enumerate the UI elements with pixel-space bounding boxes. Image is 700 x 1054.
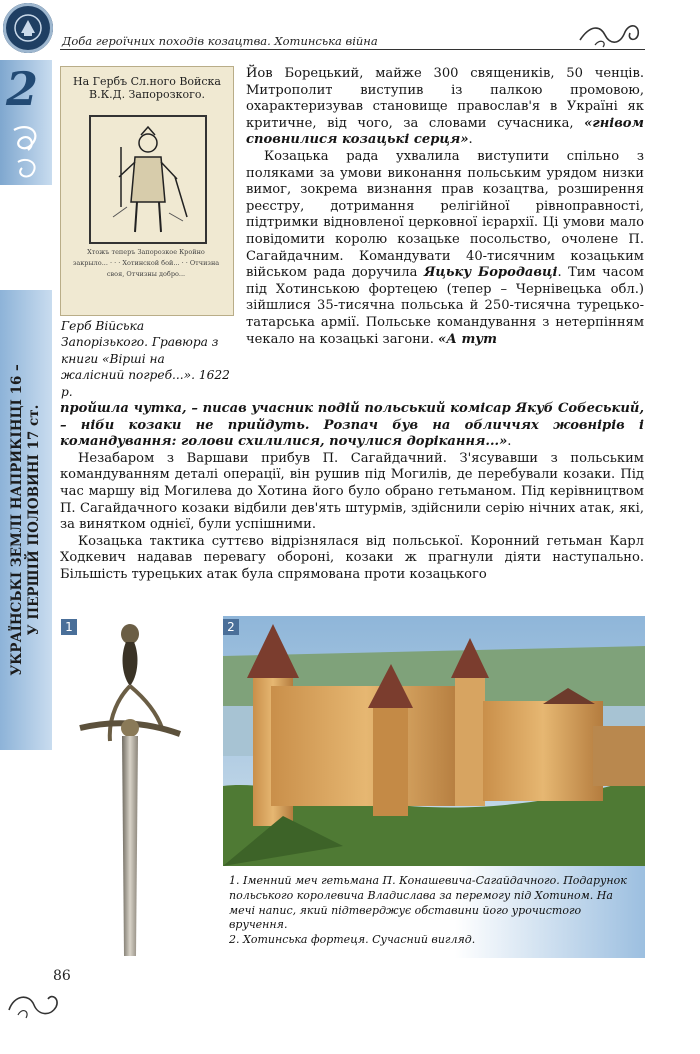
coat-of-arms-gravure xyxy=(60,66,234,316)
paragraph: Козацька тактика суттєво відрізнялася від польської. Коронний гетьман Карл Ходкевич надавав перевагу обороні, козаки ж прагнули діяти наступально. Більшість турецьких атак була спрямована проти козацького xyxy=(60,533,644,582)
emphasis-quote: «А тут xyxy=(438,331,497,347)
text-run: Йов Борецький, майже 300 священиків, 50 ченців. Митрополит виступив із палкою промовою, охарактеризував становище православ'я в Україні як критичне, від чого, за словами сучасника, xyxy=(246,66,644,131)
text-run: Козацька рада ухвалила виступити спільно з поляками за умови виконання польським урядом низки вимог, зокрема визнання прав козацтва, розширення реєстру, дотримання релігійної рівноправності, підтримки відновленої церковної ієрархії. Ці умови мало повідомити королю козацьке посольство, очолене П. Сагайдачним. Командувати 40-тисячним козацьким військом рада доручила xyxy=(246,148,644,281)
emblem-icon xyxy=(3,3,53,53)
text-run: . Тим часом під Хотинською фортецею (тепер – Чернівецька обл.) зійшлися 35-тисячна польська й 250-тисячна турецько-татарська армії. Польське командування з нетерпінням чекало на козацькі загони. xyxy=(246,265,644,347)
figure-caption xyxy=(229,874,641,948)
full-width-text xyxy=(60,401,644,584)
caption-line: 1. Іменний меч гетьмана П. Конашевича-Сагайдачного. Подарунок польського королевича Владислава за перемогу під Хотином. На мечі напис, який підтверджує обставини його урочистого вручення. xyxy=(229,874,627,932)
page-number: 86 xyxy=(53,968,71,984)
chapter-number: 2 xyxy=(6,62,39,116)
paragraph: Незабаром з Варшави прибув П. Сагайдачний. З'ясувавши з польським командуванням деталі операції, він рушив під Могилів, де перебували козаки. Під час маршу від Могилева до Хотина його було обрано гетьманом. Під керівництвом П. Сагайдачного козаки відбили дев'ять штурмів, здійснили серію нічних атак, які, за винятком однієї, були успішними. xyxy=(60,450,644,533)
text-run: . xyxy=(468,132,473,148)
section-title-line2: У ПЕРШІЙ ПОЛОВИНІ 17 ст. xyxy=(26,404,42,636)
fortress-photo xyxy=(223,616,645,866)
emphasis-quote: пройшла чутка, – писав учасник подій польський комісар Якуб Собеський, – ніби козаки не прийдуть. Розпач був на обличчях жовнірів і командування: голови схилилися, почулися дорікання...» xyxy=(60,401,644,450)
emphasis-name: Яцьку Бородавці xyxy=(423,265,558,281)
figure-label: 2 xyxy=(223,619,239,635)
ornament-swirl-icon xyxy=(575,20,645,54)
header-divider xyxy=(60,49,645,50)
column-text xyxy=(246,66,644,348)
paragraph xyxy=(246,66,644,149)
gravure-inset-verse: Хтожъ теперъ Запорозкое Кройно закрыло... · · · Хотинской бой... · · Отчизна своя, Отчизны добро... xyxy=(72,248,220,278)
paragraph xyxy=(60,401,644,451)
text-run: . xyxy=(507,434,512,450)
caption-line: 2. Хотинська фортеця. Сучасний вигляд. xyxy=(229,933,476,947)
ornament-swirl-icon xyxy=(4,985,64,1029)
gravure-inset-title: На Гербъ Сл.ного Войска В.К.Д. Запорозкого. xyxy=(73,75,221,101)
figure-label: 1 xyxy=(61,619,77,635)
gravure-caption: Герб Війська Запорізького. Гравюра з книги «Вірші на жалісний погреб...». 1622 р. xyxy=(61,319,230,399)
gravure-frame xyxy=(89,115,207,244)
sword-photo xyxy=(60,616,218,966)
section-title-line1: УКРАЇНСЬКІ ЗЕМЛІ НАПРИКІНЦІ 16 – xyxy=(9,364,25,676)
emphasis-quote: «гнівом сповнилися козацькі серця» xyxy=(246,115,644,148)
cossack-figure-icon xyxy=(91,117,205,242)
section-title-vertical xyxy=(0,290,52,750)
paragraph xyxy=(246,149,644,348)
chapter-ornament-icon xyxy=(8,122,46,186)
running-title: Доба героїчних походів козацтва. Хотинська війна xyxy=(62,34,378,48)
